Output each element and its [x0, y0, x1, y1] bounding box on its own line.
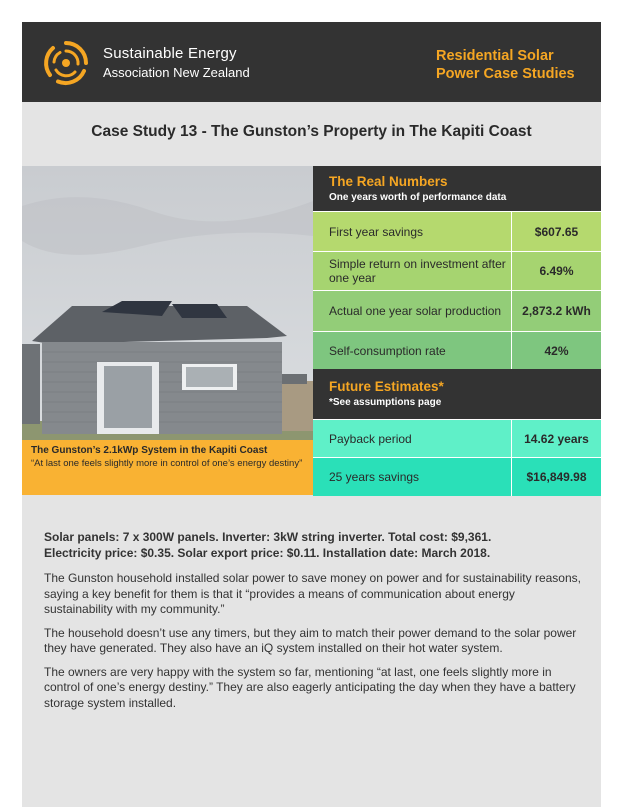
- table-row: [313, 419, 601, 457]
- future-estimates-header: [313, 369, 601, 419]
- row-label: Simple return on investment after one year: [329, 257, 506, 285]
- future-estimates-heading: Future Estimates*: [329, 379, 444, 394]
- paragraph: The Gunston household installed solar power to save money on power and for sustainability reasons, saying a key benefit for them is that it “provides a means of communication about energy sustainability with my community.”: [44, 571, 581, 616]
- numbers-table: [313, 166, 601, 496]
- row-value: 2,873.2 kWh: [511, 291, 601, 331]
- row-label: 25 years savings: [329, 470, 420, 484]
- series-title-line1: Residential Solar: [436, 48, 554, 64]
- row-value: 6.49%: [511, 252, 601, 290]
- header-bar: [22, 22, 601, 102]
- photo-caption: [22, 440, 313, 495]
- row-value: $607.65: [511, 212, 601, 251]
- table-row: [313, 457, 601, 496]
- row-value: 14.62 years: [511, 420, 601, 457]
- facts-line1: Solar panels: 7 x 300W panels. Inverter: 3kW string inverter. Total cost: $9,361.: [44, 530, 492, 544]
- caption-title: The Gunston’s 2.1kWp System in the Kapiti Coast: [31, 445, 268, 456]
- facts-line2: Electricity price: $0.35. Solar export price: $0.11. Installation date: March 2018.: [44, 546, 491, 560]
- row-label: Payback period: [329, 431, 412, 446]
- case-study-page: [22, 22, 601, 807]
- caption-quote: “At last one feels slightly more in control of one’s energy destiny”: [31, 458, 303, 469]
- house-photo: [22, 166, 313, 460]
- table-row: [313, 290, 601, 331]
- paragraph: The owners are very happy with the system so far, mentioning “at last, one feels slightly more in control of one’s energy destiny.” They are also eagerly anticipating the day when they have a battery storage system installed.: [44, 664, 576, 710]
- page-title: Case Study 13 - The Gunston’s Property in The Kapiti Coast: [91, 123, 532, 140]
- table-row: [313, 331, 601, 369]
- row-label: Actual one year solar production: [329, 304, 502, 318]
- body-text: [44, 529, 584, 711]
- table-row: [313, 251, 601, 290]
- future-estimates-subheading: *See assumptions page: [329, 397, 442, 408]
- table-row: [313, 211, 601, 251]
- real-numbers-heading: The Real Numbers: [329, 174, 448, 189]
- row-label: First year savings: [329, 224, 424, 239]
- sun-swirl-logo-icon: [43, 40, 89, 86]
- org-name-line1: Sustainable Energy: [103, 45, 237, 62]
- series-title: [436, 47, 596, 83]
- row-label: Self-consumption rate: [329, 343, 446, 358]
- row-value: $16,849.98: [511, 458, 601, 496]
- series-title-line2: Power Case Studies: [436, 66, 575, 82]
- real-numbers-header: [313, 166, 601, 211]
- org-name-line2: Association New Zealand: [103, 65, 250, 80]
- row-value: 42%: [511, 332, 601, 369]
- paragraph: The household doesn’t use any timers, but they aim to match their power demand to the solar power they have generated. They also have an iQ system installed on their hot water system.: [44, 625, 577, 655]
- real-numbers-subheading: One years worth of performance data: [329, 192, 507, 203]
- system-facts: [44, 529, 584, 561]
